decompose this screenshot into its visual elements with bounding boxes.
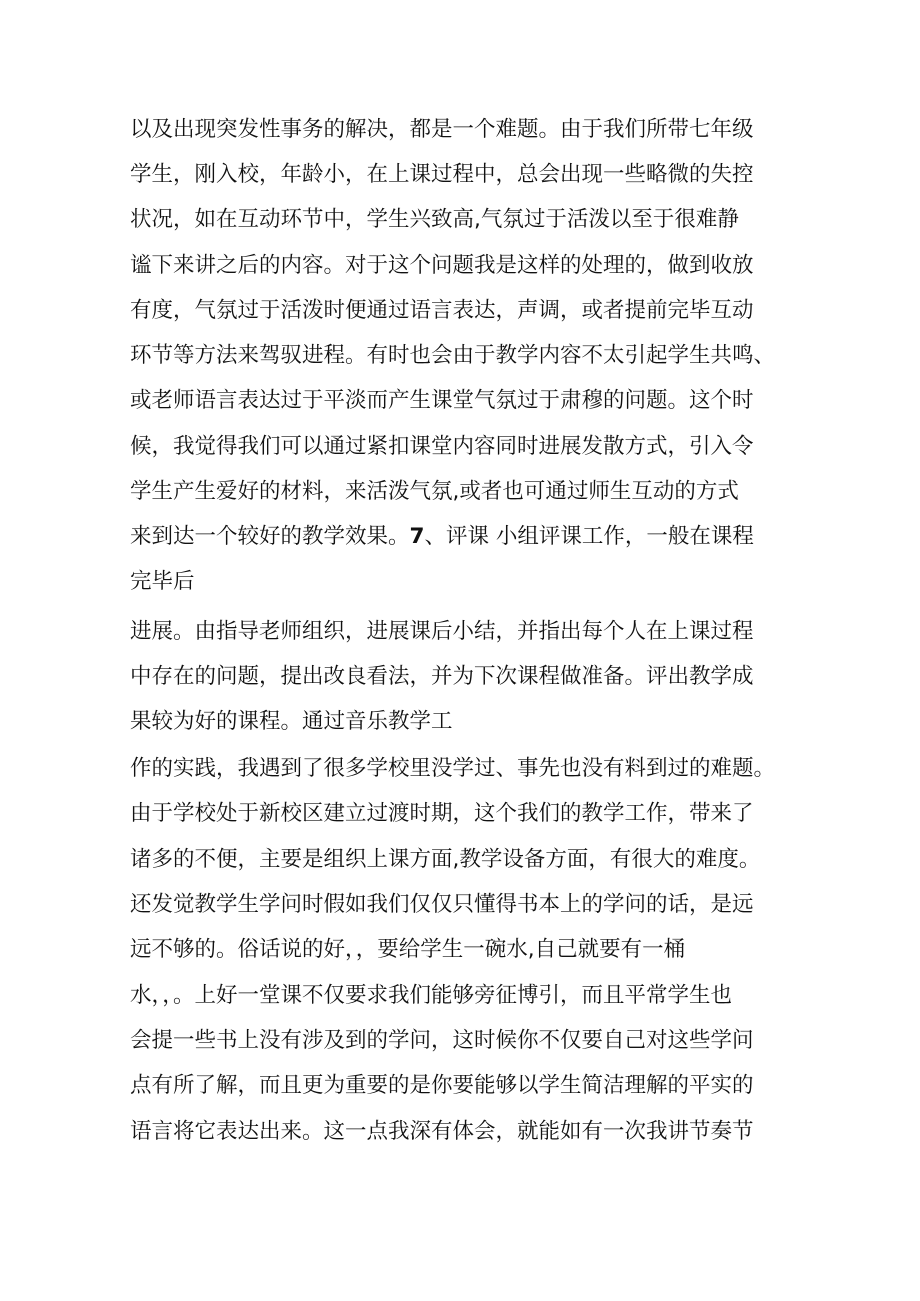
text-span: 果较为好的课程。 [130,709,303,734]
text-span: 候，我觉得我们可以通过紧扣课堂内容同时进展发散方式，引入令 [130,434,754,459]
text-line [130,522,754,552]
text-line [130,477,739,507]
text-line [130,754,775,784]
text-line [130,1071,754,1101]
text-span: 由于学校处于新校区建立过渡时期，这个我们的教学工作，带来了 [130,801,754,826]
text-span: 诸多的不便，主要是组织上课方面,教学设备方面，有很大的难度。 [130,847,761,872]
text-span: 状况，如在互动环节中，学生兴致高,气氛过于活泼以至于很难静 [130,207,739,232]
text-line [130,296,754,326]
text-line [130,935,685,965]
text-span: 来到达一个较好的教学效果。 [130,524,410,549]
text-span: 水，，。上好一堂课不仅要求我们能够旁征博引，而且平常学生也 [130,983,733,1008]
text-span: 谧下来讲之后的内容。对于这个问题我是这样的处理的，做到收放 [130,253,754,278]
text-span: 远不够的。俗话说的好，，要给学生一碗水,自己就要有一桶 [130,937,686,962]
text-line [130,251,754,281]
text-span: 点有所了解，而且更为重要的是你要能够以学生简洁理解的平实的 [130,1073,754,1098]
text-line [130,205,739,235]
text-line [130,981,732,1011]
text-span: 环节等方法来驾驭进程。有时也会由于教学内容不太引起学生共鸣、 [130,343,776,368]
text-span: 作的实践，我遇到了很多学校里没学过、事先也没有料到过的难题。 [130,756,776,781]
text-line [130,1117,754,1147]
text-span: 完毕后 [130,569,195,594]
text-line [130,386,754,416]
text-line [130,1026,754,1056]
text-span: 语言将它表达出来。这一点我深有体会，就能如有一次我讲节奏节 [130,1119,754,1144]
text-span: 中存在的问题，提出改良看法，并为下次课程做准备。评出教学成 [130,664,754,689]
text-span: 还发觉教学生学问时假如我们仅仅只懂得书本上的学问的话，是远 [130,892,754,917]
text-span: 有度，气氛过于活泼时便通过语言表达，声调，或者提前完毕互动 [130,298,754,323]
text-span: 会提一些书上没有涉及到的学问，这时候你不仅要自己对这些学问 [130,1028,754,1053]
text-span: 进展。由指导老师组织，进展课后小结，并指出每个人在上课过程 [130,619,754,644]
text-line [130,662,754,692]
text-span: 学生产生爱好的材料，来活泼气氛,或者也可通过师生互动的方式 [130,479,739,504]
text-span: 或老师语言表达过于平淡而产生课堂气氛过于肃穆的问题。这个时 [130,388,754,413]
section-number: 7 [409,524,425,549]
text-span: 以及出现突发性事务的解决，都是一个难题。由于我们所带七年级 [130,117,754,142]
text-span: 通过音乐教学工 [302,709,453,734]
text-line [130,845,760,875]
text-line [130,799,754,829]
text-line [130,707,453,737]
text-line [130,160,754,190]
text-line [130,115,754,145]
text-span: 、评课 小组评课工作，一般在课程 [424,524,754,549]
text-line [130,341,775,371]
text-span: 学生，刚入校，年龄小，在上课过程中，总会出现一些略微的失控 [130,162,754,187]
text-line [130,567,195,597]
text-line [130,432,754,462]
text-line [130,617,754,647]
text-line [130,890,754,920]
